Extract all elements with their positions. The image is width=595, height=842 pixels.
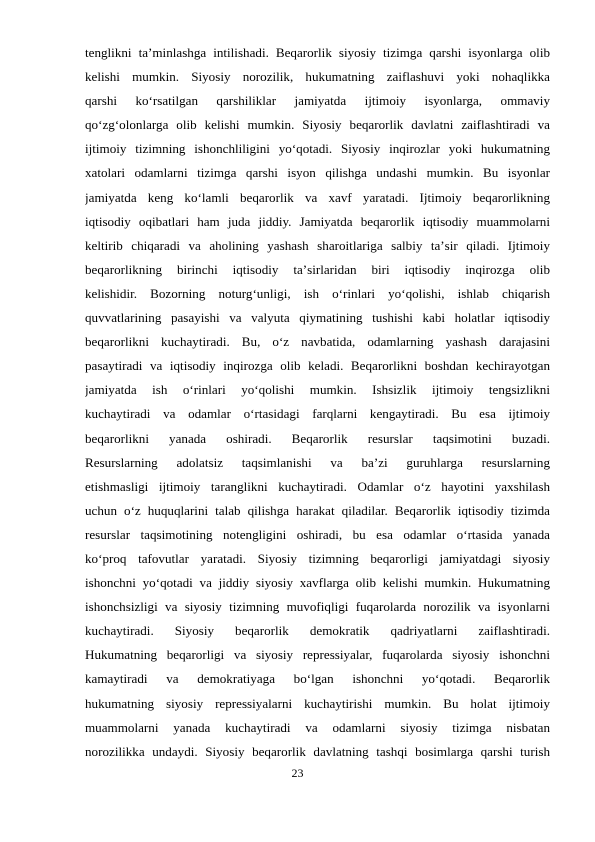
text-line: ishonchsizligi va siyosiy tizimning muvofiqligi fuqarolarda norozilik va isyonlarni xyxy=(85,599,550,615)
text-line: Hukumatning beqarorligi va siyosiy repressiyalar, fuqarolarda siyosiy ishonchni xyxy=(85,647,550,663)
text-line: jamiyatda keng koʻlamli beqarorlik va xavf yaratadi. Ijtimoiy beqarorlikning xyxy=(85,189,550,205)
text-line: ishonchni yoʻqotadi va jiddiy siyosiy xavflarga olib kelishi mumkin. Hukumatning xyxy=(85,575,550,591)
text-line: muammolarni yanada kuchaytiradi va odamlarni siyosiy tizimga nisbatan xyxy=(85,719,550,735)
text-line: qoʻzgʻolonlarga olib kelishi mumkin. Siyosiy beqarorlik davlatni zaiflashtiradi va xyxy=(85,117,550,133)
text-line: iqtisodiy oqibatlari ham juda jiddiy. Jamiyatda beqarorlik iqtisodiy muammolarni xyxy=(85,213,550,229)
text-line: beqarorlikni kuchaytiradi. Bu, oʻz navbatida, odamlarning yashash darajasini xyxy=(85,334,550,350)
body-paragraph xyxy=(85,41,550,764)
text-line: tenglikni taʼminlashga intilishadi. Beqarorlik siyosiy tizimga qarshi isyonlarga olib xyxy=(85,45,550,60)
text-line: beqarorlikning birinchi iqtisodiy taʼsirlaridan biri iqtisodiy inqirozga olib xyxy=(85,261,550,277)
text-line: kelishidir. Bozorning noturgʻunligi, ish oʻrinlari yoʻqolishi, ishlab chiqarish xyxy=(85,285,550,301)
page-number: 23 xyxy=(291,766,304,780)
text-line: ijtimoiy tizimning ishonchliligini yoʻqotadi. Siyosiy inqirozlar yoki hukumatning xyxy=(85,141,550,157)
text-line: keltirib chiqaradi va aholining yashash sharoitlariga salbiy taʼsir qiladi. Ijtimoiy xyxy=(85,237,550,253)
text-line: hukumatning siyosiy repressiyalarni kuchaytirishi mumkin. Bu holat ijtimoiy xyxy=(85,695,550,711)
text-line: Resurslarning adolatsiz taqsimlanishi va baʼzi guruhlarga resurslarning xyxy=(85,454,550,470)
text-line: etishmasligi ijtimoiy taranglikni kuchaytiradi. Odamlar oʻz hayotini yaxshilash xyxy=(85,478,550,494)
text-line: kuchaytiradi va odamlar oʻrtasidagi farqlarni kengaytiradi. Bu esa ijtimoiy xyxy=(85,406,550,422)
text-line: qarshi koʻrsatilgan qarshiliklar jamiyatda ijtimoiy isyonlarga, ommaviy xyxy=(85,93,550,109)
text-line: pasaytiradi va iqtisodiy inqirozga olib keladi. Beqarorlikni boshdan kechirayotgan xyxy=(85,358,550,374)
text-line: jamiyatda ish oʻrinlari yoʻqolishi mumkin. Ishsizlik ijtimoiy tengsizlikni xyxy=(85,382,550,398)
text-line: kelishi mumkin. Siyosiy norozilik, hukumatning zaiflashuvi yoki nohaqlikka xyxy=(85,69,550,85)
text-line: quvvatlarining pasayishi va valyuta qiymatining tushishi kabi holatlar iqtisodiy xyxy=(85,310,550,326)
text-line: uchun oʻz huquqlarini talab qilishga harakat qiladilar. Beqarorlik iqtisodiy tizimda xyxy=(85,502,550,518)
text-line: xatolari odamlarni tizimga qarshi isyon qilishga undashi mumkin. Bu isyonlar xyxy=(85,165,550,181)
text-line: beqarorlikni yanada oshiradi. Beqarorlik resurslar taqsimotini buzadi. xyxy=(85,430,550,446)
text-line: norozilikka undaydi. Siyosiy beqarorlik davlatning tashqi bosimlarga qarshi turish xyxy=(85,743,550,759)
text-line: kuchaytiradi. Siyosiy beqarorlik demokratik qadriyatlarni zaiflashtiradi. xyxy=(85,623,550,639)
text-line: koʻproq tafovutlar yaratadi. Siyosiy tizimning beqarorligi jamiyatdagi siyosiy xyxy=(85,550,550,566)
text-line: kamaytiradi va demokratiyaga boʻlgan ishonchni yoʻqotadi. Beqarorlik xyxy=(85,671,550,687)
text-line: resurslar taqsimotining notengligini oshiradi, bu esa odamlar oʻrtasida yanada xyxy=(85,526,550,542)
